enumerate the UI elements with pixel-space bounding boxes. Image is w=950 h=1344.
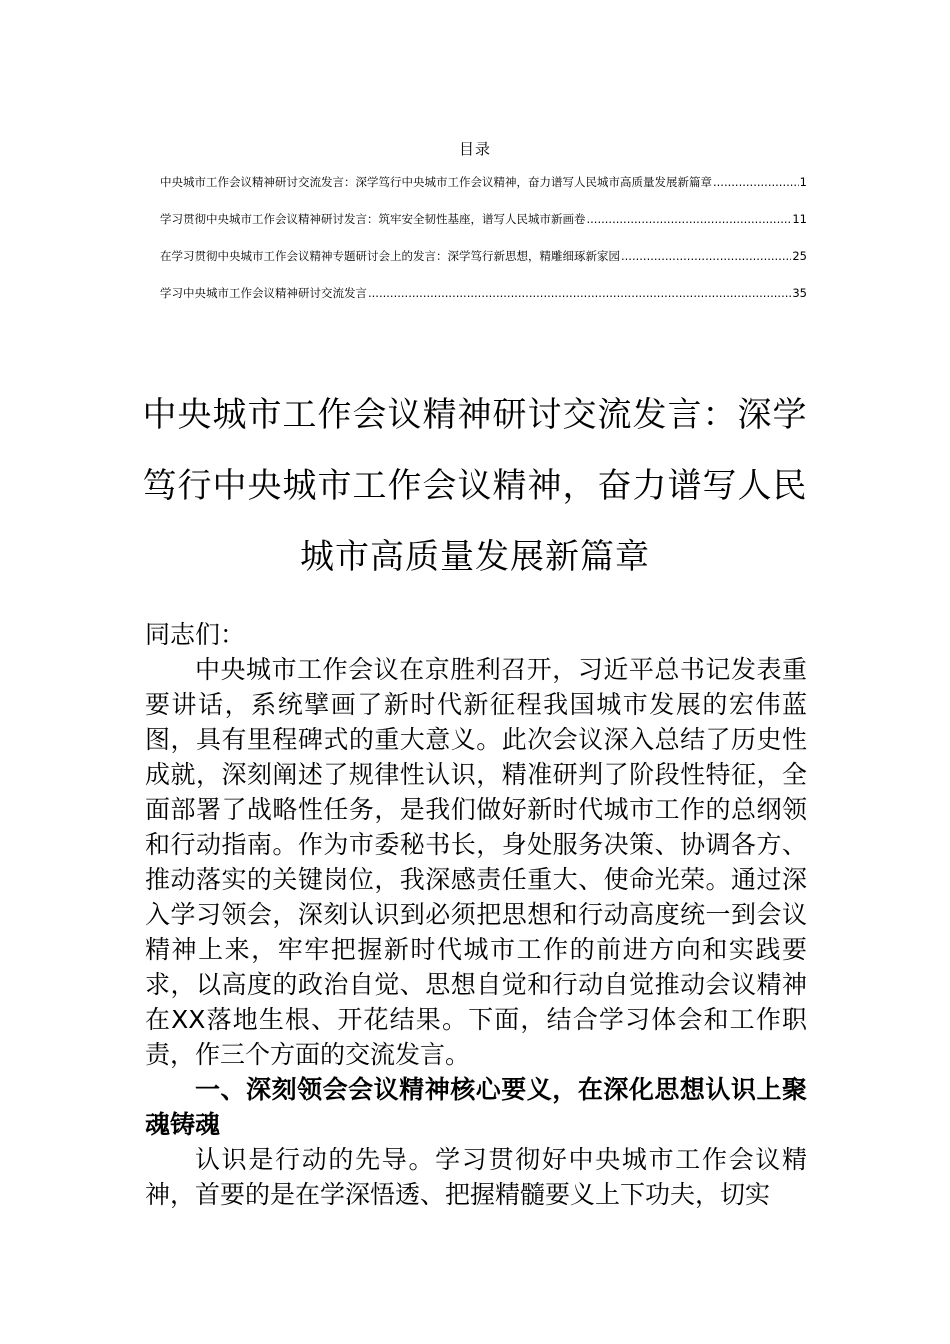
body-paragraph: 认识是行动的先导。学习贯彻好中央城市工作会议精神，首要的是在学深悟透、把握精髓要义上下功夫，切实: [145, 1145, 807, 1209]
article-body: [145, 617, 807, 1212]
toc-leader-dots: [713, 175, 799, 189]
toc-entry-text: 在学习贯彻中央城市工作会议精神专题研讨会上的发言：深学笃行新思想，精雕细琢新家园: [160, 249, 620, 263]
toc-entry[interactable]: [160, 174, 807, 211]
toc-entry[interactable]: [160, 211, 807, 248]
toc-entry-page: 1: [799, 175, 807, 189]
toc-entry[interactable]: [160, 248, 807, 285]
body-paragraph: 中央城市工作会议在京胜利召开，习近平总书记发表重要讲话，系统擘画了新时代新征程我国城市发展的宏伟蓝图，具有里程碑式的重大意义。此次会议深入总结了历史性成就，深刻阐述了规律性认识，精准研判了阶段性特征，全面部署了战略性任务，是我们做好新时代城市工作的总纲领和行动指南。作为市委秘书长，身处服务决策、协调各方、推动落实的关键岗位，我深感责任重大、使命光荣。通过深入学习领会，深刻认识到必须把思想和行动高度统一到会议精神上来，牢牢把握新时代城市工作的前进方向和实践要求，以高度的政治自觉、思想自觉和行动自觉推动会议精神在XX落地生根、开花结果。下面，结合学习体会和工作职责，作三个方面的交流发言。: [145, 655, 807, 1069]
article-title: 中央城市工作会议精神研讨交流发言：深学笃行中央城市工作会议精神，奋力谱写人民城市高质量发展新篇章: [142, 395, 808, 577]
toc-entry[interactable]: [160, 285, 807, 322]
toc-entry-text: 学习贯彻中央城市工作会议精神研讨发言：筑牢安全韧性基座，谱写人民城市新画卷: [160, 212, 586, 226]
section-heading: 一、深刻领会会议精神核心要义，在深化思想认识上聚魂铸魂: [145, 1075, 807, 1139]
greeting: 同志们：: [145, 620, 246, 649]
toc-entry-page: 35: [792, 286, 807, 300]
table-of-contents: [160, 174, 807, 322]
toc-entry-page: 11: [792, 212, 807, 226]
toc-leader-dots: [368, 286, 791, 300]
toc-entry-page: 25: [792, 249, 807, 263]
toc-entry-text: 学习中央城市工作会议精神研讨交流发言: [160, 286, 367, 300]
toc-leader-dots: [621, 249, 791, 263]
toc-entry-text: 中央城市工作会议精神研讨交流发言：深学笃行中央城市工作会议精神，奋力谱写人民城市高质量发展新篇章: [160, 175, 712, 189]
toc-leader-dots: [587, 212, 792, 226]
toc-title: 目录: [458, 140, 491, 158]
